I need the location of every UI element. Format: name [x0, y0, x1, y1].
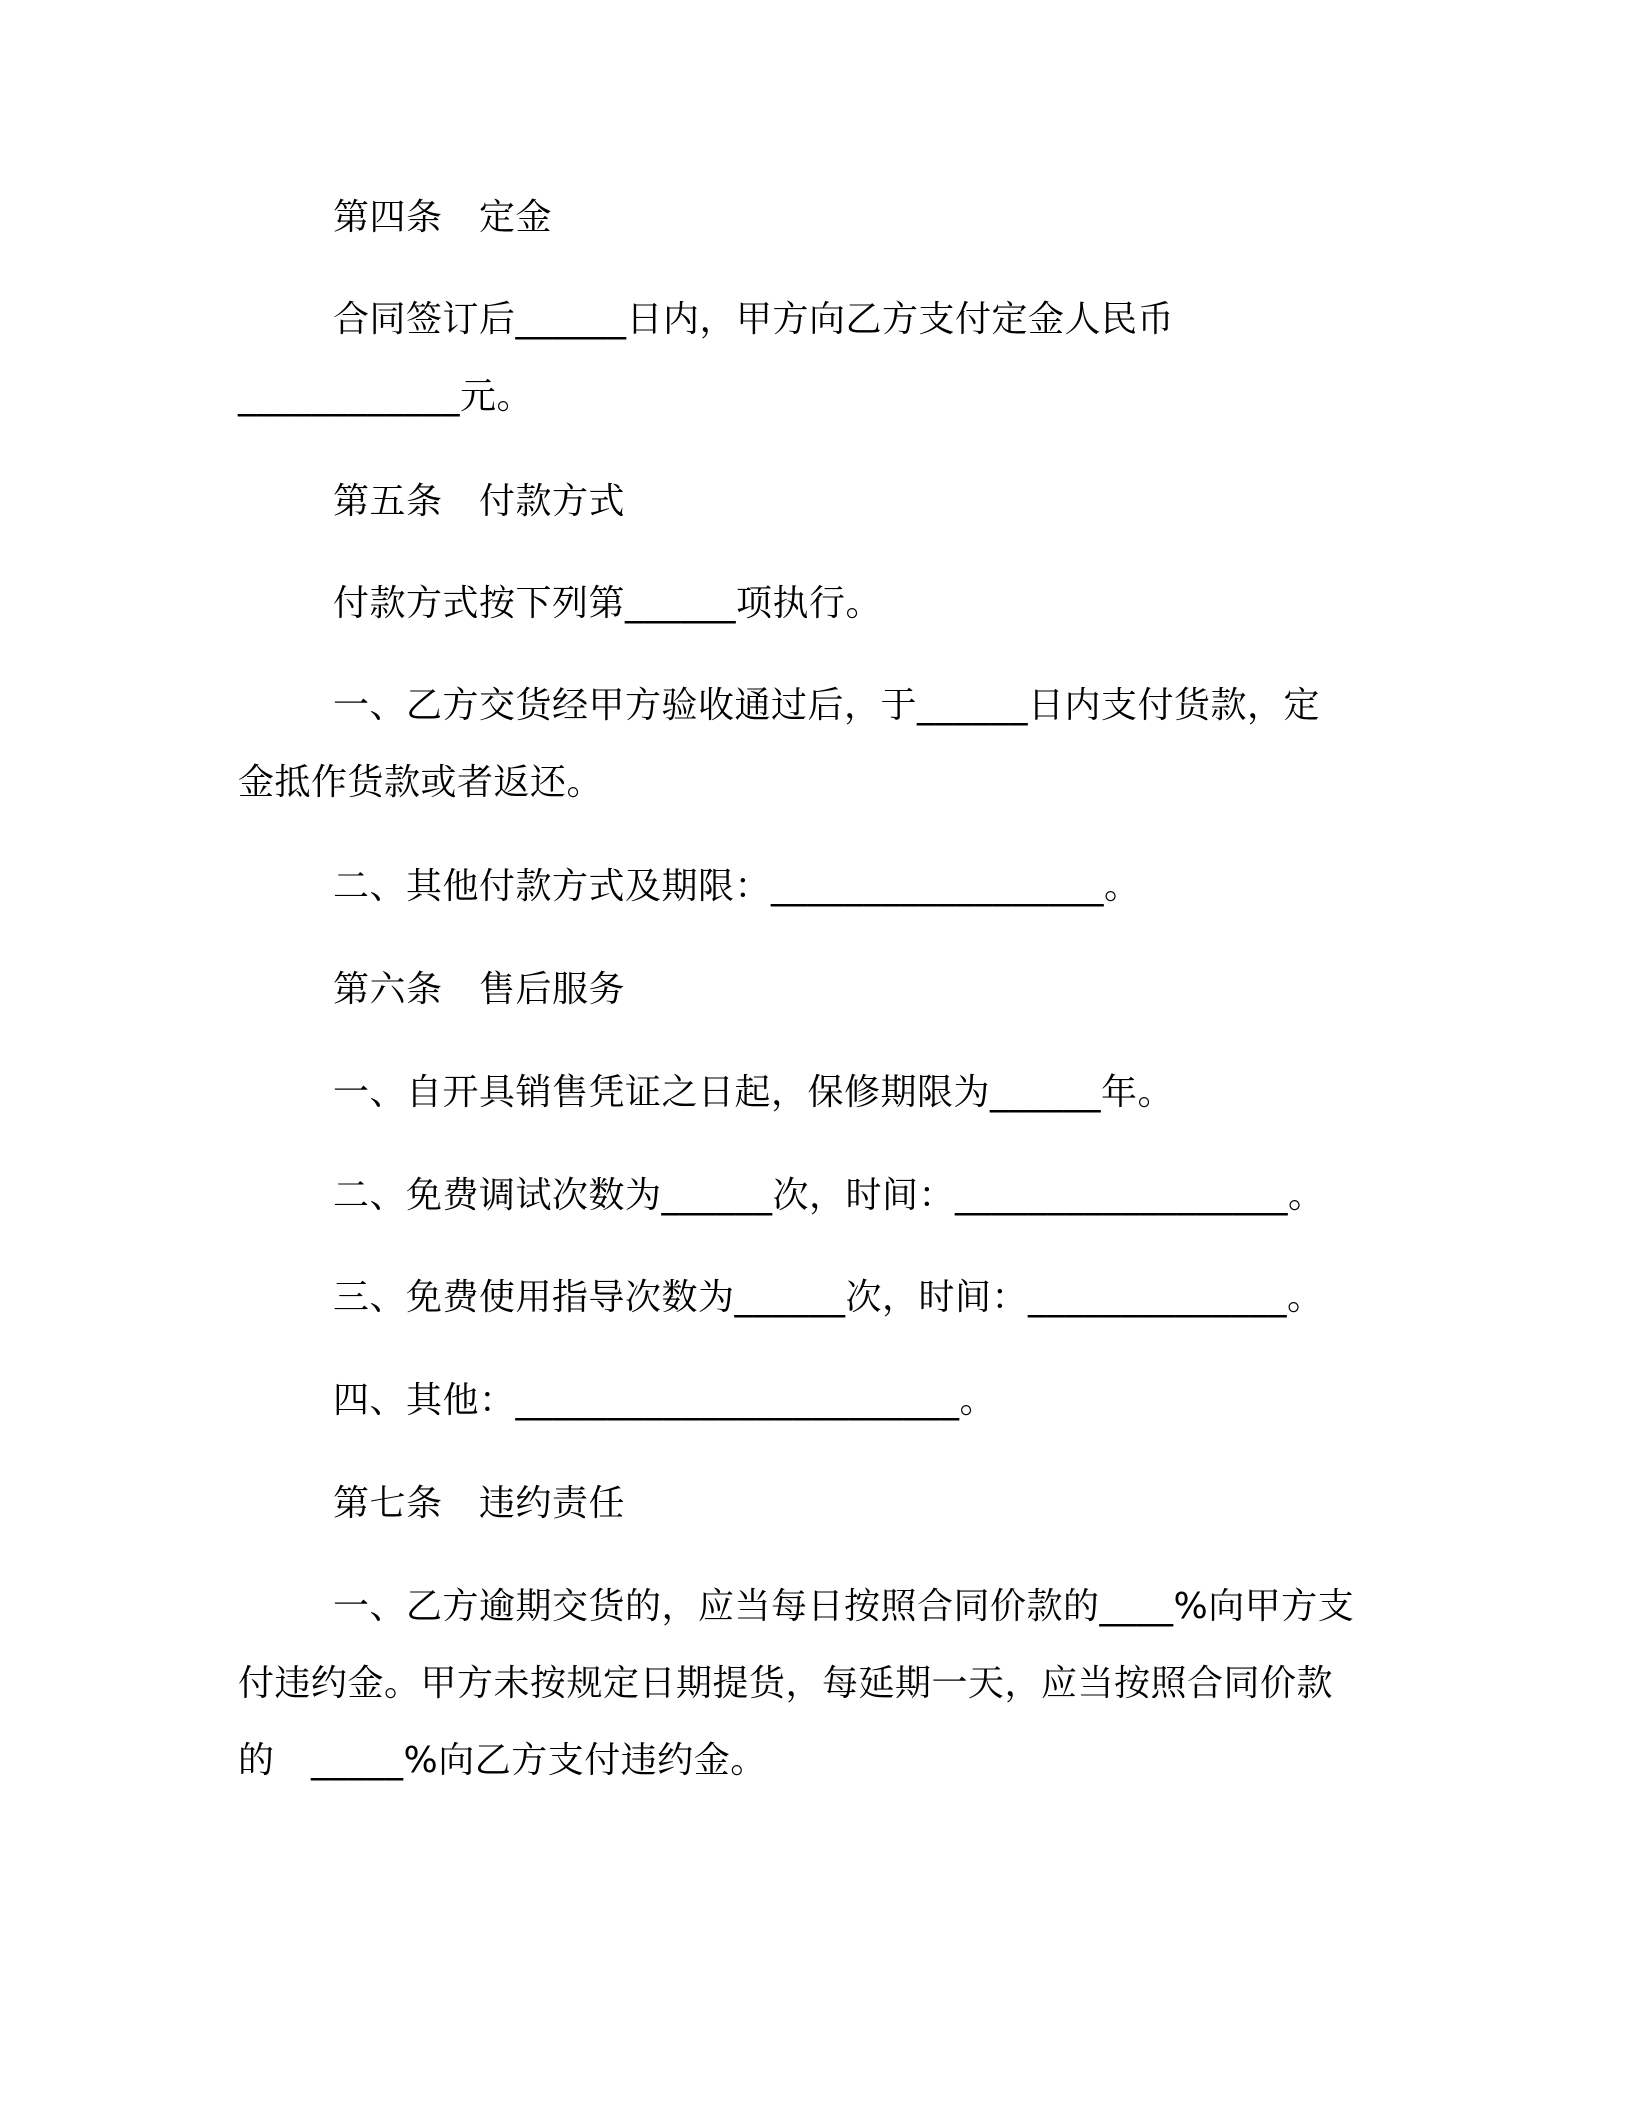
article-7-heading: 第七条 违约责任 — [333, 1483, 626, 1524]
payment-option-1-line-1: 一、乙方交货经甲方验收通过后，于______日内支付货款，定 — [333, 685, 1321, 726]
payment-option-1-line-2: 金抵作货款或者返还。 — [238, 762, 604, 803]
other-service-line: 四、其他：________________________。 — [333, 1380, 997, 1421]
free-guidance-line: 三、免费使用指导次数为______次，时间：______________。 — [333, 1277, 1324, 1318]
article-6-heading: 第六条 售后服务 — [333, 969, 626, 1010]
warranty-period-line: 一、自开具销售凭证之日起，保修期限为______年。 — [333, 1072, 1175, 1113]
deposit-clause-line-1: 合同签订后______日内，甲方向乙方支付定金人民币 — [333, 299, 1175, 340]
free-debugging-line: 二、免费调试次数为______次，时间：__________________。 — [333, 1175, 1325, 1216]
deposit-clause-line-2: ____________元。 — [238, 376, 534, 417]
article-4-heading: 第四条 定金 — [333, 197, 553, 238]
liability-line-2: 付违约金。甲方未按规定日期提货，每延期一天，应当按照合同价款 — [238, 1663, 1334, 1704]
payment-option-2-line: 二、其他付款方式及期限：__________________。 — [333, 866, 1141, 907]
liability-line-1: 一、乙方逾期交货的，应当每日按照合同价款的____%向甲方支 — [333, 1586, 1355, 1627]
article-5-heading: 第五条 付款方式 — [333, 481, 626, 522]
liability-line-3: 的 _____%向乙方支付违约金。 — [238, 1740, 767, 1781]
payment-method-line: 付款方式按下列第______项执行。 — [333, 583, 883, 624]
